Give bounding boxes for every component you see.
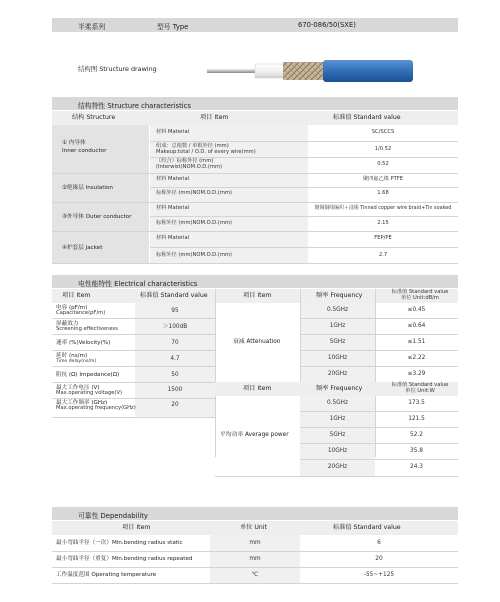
electrical-item-en: Time delay(ns/m) <box>56 359 97 364</box>
group-outer-conductor: ③外导体 Outer conductor <box>62 214 132 220</box>
electrical-value: 95 <box>171 308 179 314</box>
inner-conductor-shape <box>207 69 257 73</box>
attenuation-label: 衰减 Attenuation <box>233 339 281 345</box>
power-value: 24.3 <box>410 464 423 470</box>
structure-value: 2.7 <box>378 252 388 258</box>
cable-drawing <box>195 52 425 92</box>
attenuation-col-freq: 频率 Frequency <box>316 292 363 299</box>
power-freq: 0.5GHz <box>326 400 349 406</box>
attenuation-freq: 20GHz <box>327 371 348 377</box>
dependability-value: 20 <box>375 556 383 562</box>
electrical-item-en: Screening effectiveness <box>56 326 118 332</box>
dependability-item: 最小弯曲半径（一次）Min.bending radius static <box>56 540 183 546</box>
dependability-value: 6 <box>377 540 381 546</box>
dependability-unit: ℃ <box>251 572 259 578</box>
electrical-value: ＞100dB <box>162 324 188 330</box>
power-freq: 20GHz <box>327 464 348 470</box>
structure-col-value: 标准值 Standard value <box>333 114 401 121</box>
dependability-section-title: 可靠性 Dependability <box>78 512 148 520</box>
group-insulation: ②绝缘层 Insulation <box>62 185 113 191</box>
electrical-section-title: 电性能特性 Electrical characteristics <box>78 280 198 288</box>
power-value: 35.8 <box>410 448 423 454</box>
jacket-shape <box>323 60 413 82</box>
structure-item: 标称外径 (mm)NOM.O.D.(mm) <box>156 190 232 196</box>
structure-item: 材料 Material <box>156 129 190 135</box>
attenuation-value: ≤3.29 <box>407 371 426 377</box>
row-divider <box>300 427 458 428</box>
electrical-value: 50 <box>171 372 179 378</box>
row-divider <box>300 411 458 412</box>
electrical-col-value: 标准值 Standard value <box>140 292 208 299</box>
power-value: 173.5 <box>408 400 425 406</box>
structure-item: 标称外径 (mm)NOM.O.D.(mm) <box>156 220 232 226</box>
row-divider <box>300 350 458 351</box>
row-divider <box>52 551 458 552</box>
structure-section-title: 结构特性 Structure characteristics <box>78 102 191 110</box>
electrical-item-cn: 最大工作频率 (GHz) <box>56 400 108 406</box>
structure-col-item: 项目 Item <box>200 114 229 121</box>
power-label: 平均功率 Average power <box>220 432 289 438</box>
row-divider <box>52 417 215 418</box>
electrical-item-en: Capacitance(pF/m) <box>56 310 106 316</box>
attenuation-freq: 1GHz <box>329 323 346 329</box>
row-divider <box>52 334 215 335</box>
attenuation-col-value: 标准值 Standard value <box>391 289 449 295</box>
row-divider <box>150 216 458 217</box>
structure-value: 0.52 <box>377 161 389 167</box>
structure-value: SC/SCCS <box>371 129 395 135</box>
col-divider <box>215 289 216 457</box>
row-divider <box>52 231 458 232</box>
electrical-item-cn: 延时 (ns/m) <box>56 353 88 359</box>
row-divider <box>52 583 458 584</box>
structure-item: 组成：总根数 / 单根外径 (mm) <box>156 143 229 149</box>
row-divider <box>300 443 458 444</box>
row-divider <box>150 247 458 248</box>
electrical-value: 4.7 <box>170 356 180 362</box>
row-divider <box>52 366 215 367</box>
header-band <box>52 18 458 32</box>
power-freq: 5GHz <box>329 432 346 438</box>
electrical-value: 70 <box>171 340 179 346</box>
dependability-col-item: 项目 Item <box>122 524 151 531</box>
attenuation-freq: 5GHz <box>329 339 346 345</box>
electrical-value: 1500 <box>167 387 183 393</box>
row-divider <box>300 334 458 335</box>
structure-item: （绞合）标称外径 (mm) <box>156 158 214 164</box>
structure-value: FEP/PE <box>374 235 392 241</box>
row-divider <box>150 141 458 142</box>
power-freq: 1GHz <box>329 416 346 422</box>
dependability-item: 工作温度范围 Operating temperature <box>56 572 157 578</box>
electrical-item-cn: 速率 (%)Velocity(%) <box>56 340 111 346</box>
row-divider <box>52 382 215 383</box>
attenuation-col-unit: 单位 Unit:dB/m <box>401 295 439 301</box>
structure-item: 材料 Material <box>156 176 190 182</box>
attenuation-col-item: 项目 Item <box>243 292 272 299</box>
power-value: 52.2 <box>410 432 423 438</box>
power-col-value: 标准值 Standard value <box>391 382 449 388</box>
attenuation-freq: 0.5GHz <box>326 307 349 313</box>
electrical-item-cn: 最大工作电压 (V) <box>56 385 100 391</box>
power-col-freq: 频率 Frequency <box>316 385 363 392</box>
dependability-col-value: 标准值 Standard value <box>333 524 401 531</box>
structure-item-en: Makeup:total / O.D. of every wire(mm) <box>156 149 256 155</box>
structure-value: 聚四氟乙烯 PTFE <box>362 176 404 182</box>
electrical-item-cn: 屏蔽效力 <box>56 321 79 327</box>
power-col-unit: 单位 Unit:W <box>405 388 435 394</box>
row-divider <box>52 318 215 319</box>
electrical-value: 20 <box>171 402 179 408</box>
row-divider <box>52 202 458 203</box>
dependability-value: -55~+125 <box>363 572 395 578</box>
structure-value: 2.15 <box>377 220 389 226</box>
row-divider <box>52 173 458 174</box>
row-divider <box>300 318 458 319</box>
power-freq: 10GHz <box>327 448 348 454</box>
dependability-unit: mm <box>249 540 261 546</box>
row-divider <box>300 459 458 460</box>
structure-value: 1.68 <box>377 190 389 196</box>
row-divider <box>52 350 215 351</box>
structure-item: 标称外径 (mm)NOM.O.D.(mm) <box>156 252 232 258</box>
power-value: 121.5 <box>408 416 425 422</box>
attenuation-value: ≤1.51 <box>407 339 426 345</box>
attenuation-freq: 10GHz <box>327 355 348 361</box>
structure-drawing-label: 结构图 Structure drawing <box>78 65 157 73</box>
model-value: 670-086/50(SXE) <box>298 21 356 29</box>
structure-col-structure: 结构 Structure <box>72 114 116 121</box>
row-divider <box>52 263 458 264</box>
group-jacket: ④护套层 Jacket <box>62 245 103 251</box>
row-divider <box>52 567 458 568</box>
structure-value: 1/0.52 <box>374 146 392 152</box>
insulation-shape <box>255 64 285 78</box>
structure-item-en: (Interwist)NOM.O.D.(mm) <box>156 164 223 170</box>
dependability-unit: mm <box>249 556 261 562</box>
electrical-item-en: Max.operating voltage(V) <box>56 390 123 396</box>
structure-item: 材料 Material <box>156 205 190 211</box>
electrical-col-item: 项目 Item <box>62 292 91 299</box>
power-col-item: 项目 Item <box>243 385 272 392</box>
model-label: 型号 Type <box>157 23 189 31</box>
attenuation-value: ≤0.45 <box>407 307 426 313</box>
attenuation-value: ≤0.64 <box>407 323 426 329</box>
electrical-item-cn: 阻抗 (Ω) Impedance(Ω) <box>56 372 120 378</box>
row-divider <box>215 476 458 477</box>
structure-item: 材料 Material <box>156 235 190 241</box>
electrical-item-en: Max.operating frequency(GHz) <box>56 405 136 411</box>
structure-value: 镀锡铜线编织＋浸锡 Tinned copper wire braid+Tin soaked <box>314 205 452 211</box>
attenuation-value: ≤2.22 <box>407 355 426 361</box>
row-divider <box>300 366 458 367</box>
group-inner-conductor-en: Inner conductor <box>62 148 107 154</box>
electrical-item-cn: 电容 (pF/m) <box>56 305 88 311</box>
dependability-item: 最小弯曲半径（重复）Min.bending radius repeated <box>56 556 193 562</box>
dependability-col-unit: 单位 Unit <box>240 524 267 531</box>
group-inner-conductor-cn: ① 内导体 <box>62 140 86 146</box>
series-label: 半柔系列 <box>78 23 106 31</box>
row-divider <box>52 398 215 399</box>
outer-conductor-shape <box>283 62 325 80</box>
row-divider <box>150 187 458 188</box>
